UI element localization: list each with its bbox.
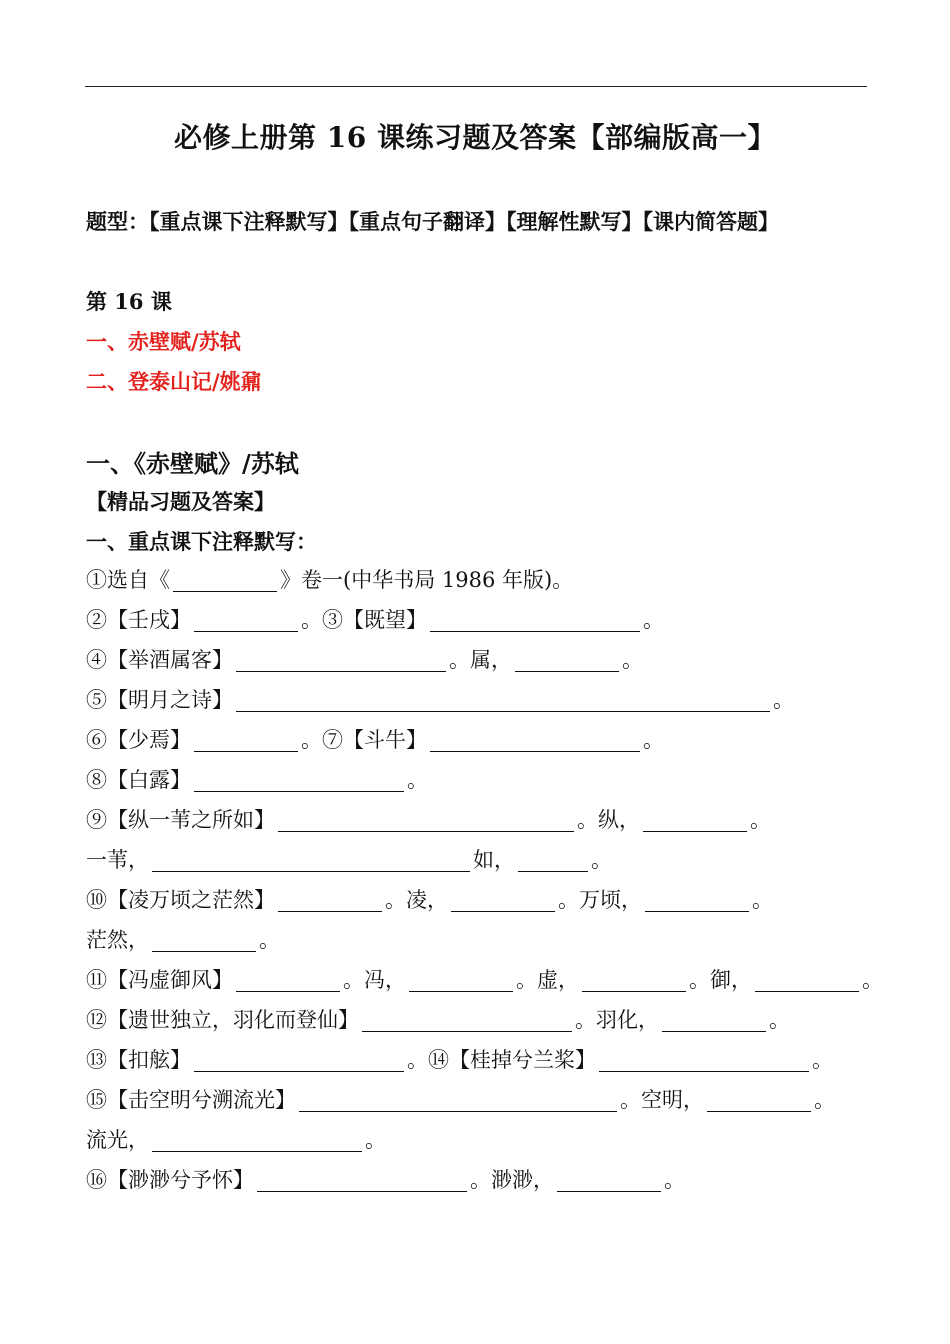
question-text: ⑬【扣舷】 bbox=[86, 1048, 191, 1072]
question-text: 如， bbox=[473, 848, 515, 872]
answer-blank[interactable] bbox=[518, 849, 588, 872]
punct: 。 bbox=[814, 1088, 835, 1112]
subsection-heading: 【精品习题及答案】 bbox=[86, 489, 275, 514]
answer-blank[interactable] bbox=[643, 809, 747, 832]
answer-blank[interactable] bbox=[278, 889, 382, 912]
question-text: 》卷一(中华书局 1986 年版)。 bbox=[280, 568, 574, 592]
answer-blank[interactable] bbox=[236, 649, 446, 672]
punct: 。 bbox=[407, 1048, 428, 1072]
answer-blank[interactable] bbox=[278, 809, 574, 832]
question-10 bbox=[86, 884, 773, 914]
answer-blank[interactable] bbox=[194, 1049, 404, 1072]
question-8 bbox=[86, 764, 428, 794]
question-text: 茫然， bbox=[86, 928, 149, 952]
header-rule bbox=[85, 86, 867, 87]
question-text: ⑤【明月之诗】 bbox=[86, 688, 233, 712]
punct: 。 bbox=[301, 608, 322, 632]
question-text: 虚， bbox=[537, 968, 579, 992]
question-16 bbox=[86, 1164, 685, 1194]
lesson-label: 第 16 课 bbox=[86, 289, 172, 314]
question-text: ⑯【渺渺兮予怀】 bbox=[86, 1168, 254, 1192]
punct: 。 bbox=[385, 888, 406, 912]
question-text: ⑪【冯虚御风】 bbox=[86, 968, 233, 992]
punct: 。 bbox=[575, 1008, 596, 1032]
toc-item-chibifu: 一、赤壁赋/苏轼 bbox=[86, 329, 241, 354]
punct: 。 bbox=[407, 768, 428, 792]
toc-item-dengtaishanji: 二、登泰山记/姚鼐 bbox=[86, 369, 262, 394]
question-11 bbox=[86, 964, 883, 994]
answer-blank[interactable] bbox=[409, 969, 513, 992]
question-6-7 bbox=[86, 724, 664, 754]
answer-blank[interactable] bbox=[152, 929, 256, 952]
question-9 bbox=[86, 804, 771, 834]
question-text: 御， bbox=[710, 968, 752, 992]
punct: 。 bbox=[516, 968, 537, 992]
punct: 。 bbox=[862, 968, 883, 992]
question-2-3 bbox=[86, 604, 664, 634]
question-text: ⑭【桂掉兮兰桨】 bbox=[428, 1048, 596, 1072]
question-10-cont bbox=[86, 924, 280, 954]
answer-blank[interactable] bbox=[152, 1129, 362, 1152]
question-text: 万顷， bbox=[579, 888, 642, 912]
answer-blank[interactable] bbox=[299, 1089, 617, 1112]
answer-blank[interactable] bbox=[194, 729, 298, 752]
answer-blank[interactable] bbox=[662, 1009, 766, 1032]
question-text: ⑦【斗牛】 bbox=[322, 728, 427, 752]
answer-blank[interactable] bbox=[755, 969, 859, 992]
question-text: 空明， bbox=[641, 1088, 704, 1112]
question-15-cont bbox=[86, 1124, 386, 1154]
question-text: ⑩【凌万顷之茫然】 bbox=[86, 888, 275, 912]
punct: 。 bbox=[259, 928, 280, 952]
question-4 bbox=[86, 644, 643, 674]
answer-blank[interactable] bbox=[194, 769, 404, 792]
answer-blank[interactable] bbox=[582, 969, 686, 992]
question-text: ⑫【遗世独立，羽化而登仙】 bbox=[86, 1008, 359, 1032]
answer-blank[interactable] bbox=[599, 1049, 809, 1072]
punct: 。 bbox=[769, 1008, 790, 1032]
punct: 。 bbox=[558, 888, 579, 912]
question-text: ①选自《 bbox=[86, 568, 170, 592]
question-9-cont bbox=[86, 844, 612, 874]
punct: 。 bbox=[643, 728, 664, 752]
question-1 bbox=[86, 564, 573, 594]
question-text: 一苇， bbox=[86, 848, 149, 872]
punct: 。 bbox=[470, 1168, 491, 1192]
question-text: 渺渺， bbox=[491, 1168, 554, 1192]
question-text: 凌， bbox=[406, 888, 448, 912]
punct: 。 bbox=[365, 1128, 386, 1152]
question-text: 流光， bbox=[86, 1128, 149, 1152]
punct: 。 bbox=[689, 968, 710, 992]
question-text: ⑥【少焉】 bbox=[86, 728, 191, 752]
answer-blank[interactable] bbox=[645, 889, 749, 912]
punct: 。 bbox=[812, 1048, 833, 1072]
question-text: 羽化， bbox=[596, 1008, 659, 1032]
question-text: ⑨【纵一苇之所如】 bbox=[86, 808, 275, 832]
punct: 。 bbox=[449, 648, 470, 672]
punct: 。 bbox=[752, 888, 773, 912]
answer-blank[interactable] bbox=[173, 569, 277, 592]
answer-blank[interactable] bbox=[362, 1009, 572, 1032]
punct: 。 bbox=[622, 648, 643, 672]
document-title: 必修上册第 16 课练习题及答案【部编版高一】 bbox=[174, 121, 776, 154]
answer-blank[interactable] bbox=[515, 649, 619, 672]
question-text: ⑮【击空明兮溯流光】 bbox=[86, 1088, 296, 1112]
question-text: 冯， bbox=[364, 968, 406, 992]
question-13-14 bbox=[86, 1044, 833, 1074]
punct: 。 bbox=[577, 808, 598, 832]
punct: 。 bbox=[591, 848, 612, 872]
punct: 。 bbox=[301, 728, 322, 752]
section-heading: 一、《赤壁赋》/苏轼 bbox=[86, 449, 299, 478]
question-types: 题型：【重点课下注释默写】【重点句子翻译】【理解性默写】【课内简答题】 bbox=[86, 209, 779, 234]
answer-blank[interactable] bbox=[236, 969, 340, 992]
question-text: ④【举酒属客】 bbox=[86, 648, 233, 672]
punct: 。 bbox=[643, 608, 664, 632]
part-heading: 一、重点课下注释默写： bbox=[86, 529, 317, 554]
answer-blank[interactable] bbox=[451, 889, 555, 912]
question-12 bbox=[86, 1004, 790, 1034]
answer-blank[interactable] bbox=[707, 1089, 811, 1112]
answer-blank[interactable] bbox=[236, 689, 770, 712]
answer-blank[interactable] bbox=[430, 729, 640, 752]
answer-blank[interactable] bbox=[430, 609, 640, 632]
answer-blank[interactable] bbox=[557, 1169, 661, 1192]
question-5 bbox=[86, 684, 794, 714]
answer-blank[interactable] bbox=[257, 1169, 467, 1192]
answer-blank[interactable] bbox=[194, 609, 298, 632]
punct: 。 bbox=[343, 968, 364, 992]
answer-blank[interactable] bbox=[152, 849, 470, 872]
question-15 bbox=[86, 1084, 835, 1114]
question-text: ⑧【白露】 bbox=[86, 768, 191, 792]
punct: 。 bbox=[773, 688, 794, 712]
punct: 。 bbox=[664, 1168, 685, 1192]
question-text: ③【既望】 bbox=[322, 608, 427, 632]
question-text: 属， bbox=[470, 648, 512, 672]
question-text: 纵， bbox=[598, 808, 640, 832]
question-text: ②【壬戌】 bbox=[86, 608, 191, 632]
punct: 。 bbox=[750, 808, 771, 832]
punct: 。 bbox=[620, 1088, 641, 1112]
